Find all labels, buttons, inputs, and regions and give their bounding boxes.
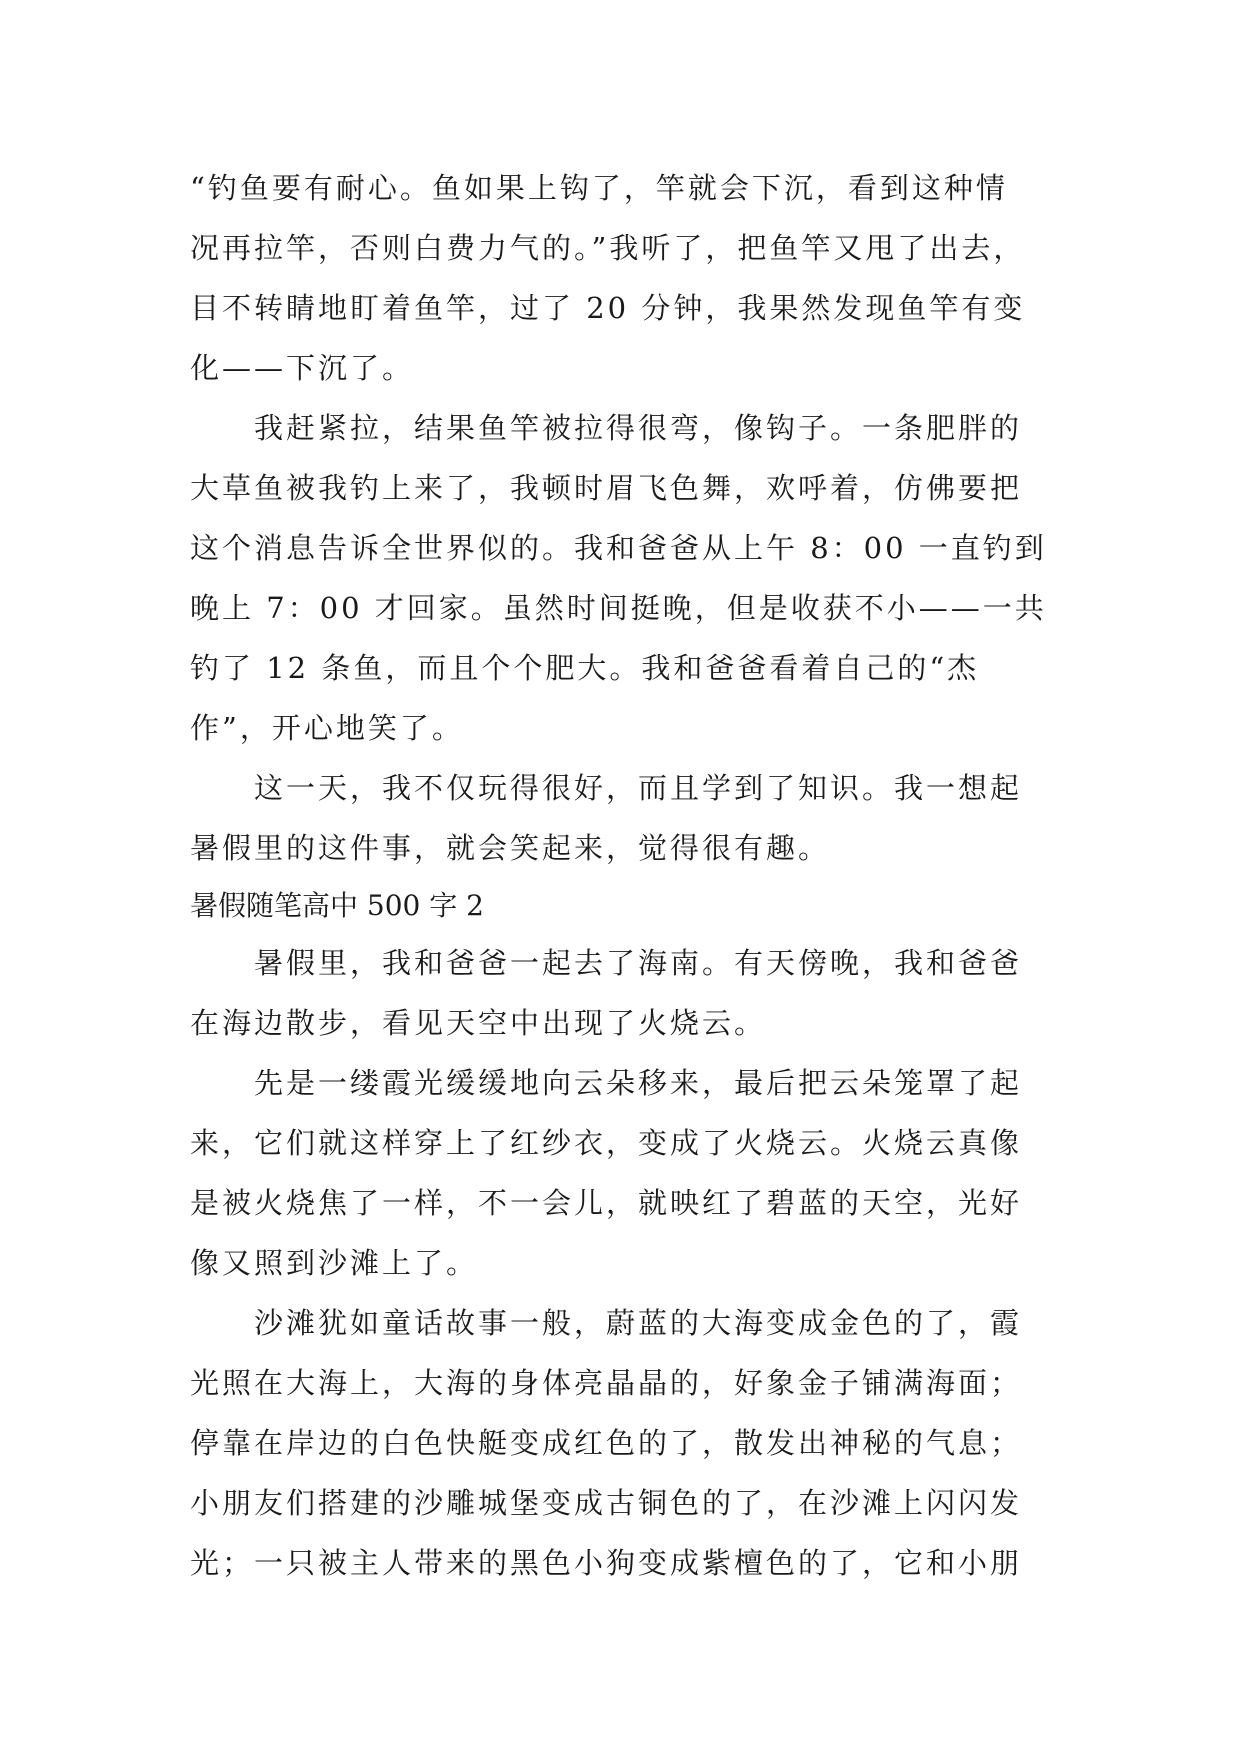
text-line: 这个消息告诉全世界似的。我和爸爸从上午 8：00 一直钓到 [190, 531, 1047, 565]
text-line: 是被火烧焦了一样，不一会儿，就映红了碧蓝的天空，光好 [190, 1186, 1023, 1220]
text-line: 晚上 7：00 才回家。虽然时间挺晚，但是收获不小——一共 [190, 591, 1047, 625]
text-line: 暑假里的这件事，就会笑起来，觉得很有趣。 [190, 831, 831, 865]
text-line: 钓了 12 条鱼，而且个个肥大。我和爸爸看着自己的“杰 [190, 651, 980, 685]
document-body [190, 158, 1050, 1593]
paragraph-start-line: 这一天，我不仅玩得很好，而且学到了知识。我一想起 [254, 771, 1023, 805]
paragraph-start-line: 我赶紧拉，结果鱼竿被拉得很弯，像钩子。一条肥胖的 [254, 411, 1023, 445]
text-line: “钓鱼要有耐心。鱼如果上钩了，竿就会下沉，看到这种情 [190, 171, 1008, 205]
text-line: 小朋友们搭建的沙雕城堡变成古铜色的了，在沙滩上闪闪发 [190, 1486, 1023, 1520]
text-line: 大草鱼被我钓上来了，我顿时眉飞色舞，欢呼着，仿佛要把 [190, 471, 1023, 505]
paragraph-start-line: 沙滩犹如童话故事一般，蔚蓝的大海变成金色的了，霞 [254, 1306, 1023, 1340]
text-line: 目不转睛地盯着鱼竿，过了 20 分钟，我果然发现鱼竿有变 [190, 291, 1026, 325]
text-line: 来，它们就这样穿上了红纱衣，变成了火烧云。火烧云真像 [190, 1126, 1023, 1160]
text-line: 像又照到沙滩上了。 [190, 1246, 479, 1280]
text-line: 光照在大海上，大海的身体亮晶晶的，好象金子铺满海面； [190, 1366, 1023, 1400]
text-line: 化——下沉了。 [190, 351, 415, 385]
text-line: 光；一只被主人带来的黑色小狗变成紫檀色的了，它和小朋 [190, 1546, 1023, 1580]
text-line: 停靠在岸边的白色快艇变成红色的了，散发出神秘的气息； [190, 1426, 1023, 1460]
section-heading: 暑假随笔高中 500 字 2 [190, 889, 484, 922]
paragraph-start-line: 暑假里，我和爸爸一起去了海南。有天傍晚，我和爸爸 [254, 946, 1023, 980]
text-line: 况再拉竿，否则白费力气的。”我听了，把鱼竿又甩了出去， [190, 231, 1026, 265]
text-line: 在海边散步，看见天空中出现了火烧云。 [190, 1006, 767, 1040]
text-line: 作”，开心地笑了。 [190, 711, 464, 745]
paragraph-start-line: 先是一缕霞光缓缓地向云朵移来，最后把云朵笼罩了起 [254, 1066, 1023, 1100]
